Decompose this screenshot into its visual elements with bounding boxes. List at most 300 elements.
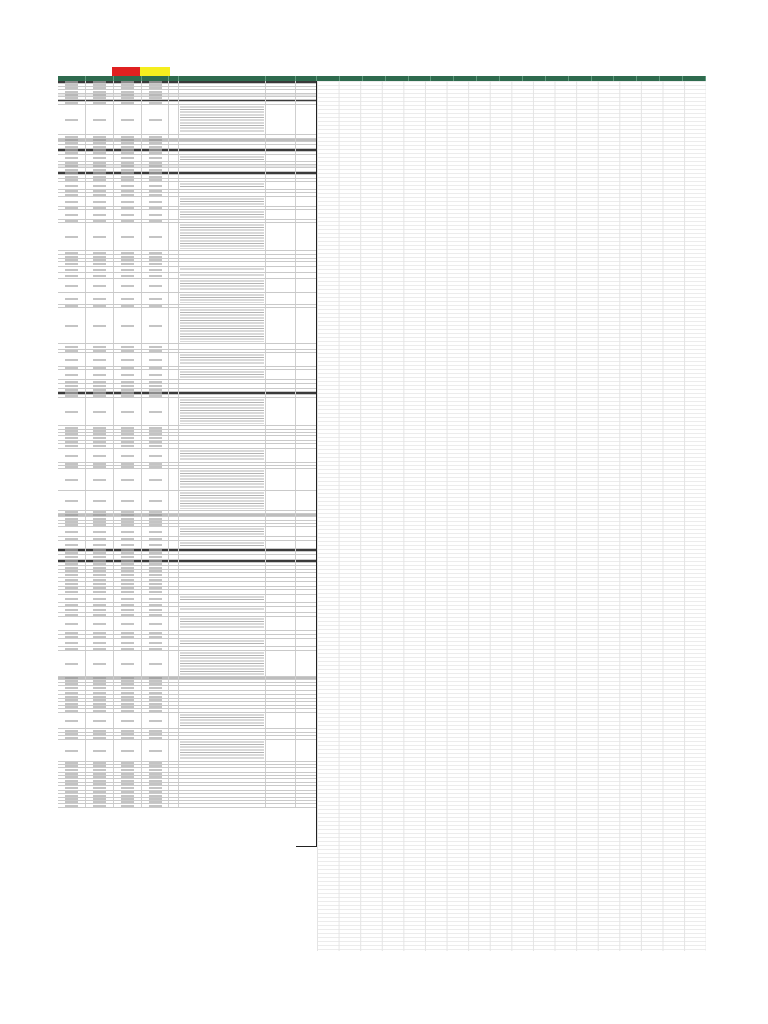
table-cell [179,699,266,701]
table-cell [86,105,114,134]
table-cell [58,102,86,104]
cell-text-line [65,446,79,447]
table-cell [114,582,142,586]
cell-text-line [149,777,162,778]
cell-text-line [121,260,135,261]
table-cell [179,578,266,581]
cell-text-line [93,512,107,513]
cell-text-line [121,442,135,443]
cell-text-line [121,221,135,222]
table-cell [169,786,179,790]
table-cell [114,798,142,800]
cell-text-line [93,214,107,215]
cell-text-line [121,191,135,192]
table-cell [266,695,296,698]
table-cell [266,259,296,261]
table-cell [266,549,296,551]
table-cell [266,517,296,520]
table-cell [169,768,179,772]
table-cell [179,398,266,425]
cell-text-line [65,169,79,170]
cell-text-line [65,88,79,89]
cell-text-line [93,614,107,615]
table-cell [179,537,266,540]
cell-text-line [93,564,107,565]
table-cell [58,97,86,99]
table-cell [266,430,296,432]
table-cell [86,651,114,676]
table-cell [114,555,142,559]
cell-text-line [65,544,79,545]
cell-text-block [180,608,264,611]
table-cell [266,162,296,164]
table-cell [179,786,266,790]
table-cell [114,779,142,782]
cell-text-line [65,98,79,99]
table-cell [58,647,86,650]
table-cell [114,773,142,775]
table-cell [142,353,169,366]
cell-text-line [65,306,79,307]
cell-text-line [93,684,107,685]
cell-text-line [65,707,79,708]
table-cell [58,105,86,134]
table-cell [179,94,266,96]
table-cell [86,491,114,510]
cell-text-line [93,236,107,237]
cell-text-line [121,734,135,735]
table-cell [179,220,266,222]
table-cell [142,779,169,782]
table-cell [142,570,169,572]
cell-text-line [93,678,107,679]
cell-text-line [65,780,79,781]
cell-text-line [93,648,107,649]
cell-text-line [149,143,162,144]
cell-text-line [149,592,162,593]
table-cell [169,94,179,96]
cell-text-line [65,359,79,360]
table-cell [114,94,142,96]
table-cell [142,740,169,761]
table-row [58,105,317,135]
table-cell [142,794,169,797]
table-cell [142,162,169,164]
table-cell [114,267,142,272]
cell-text-line [149,88,162,89]
table-cell [142,436,169,440]
table-cell [169,139,179,141]
table-cell [266,683,296,685]
table-cell [86,783,114,785]
table-cell [58,370,86,379]
table-cell [266,794,296,797]
table-cell [179,87,266,89]
cell-text-line [93,763,107,764]
cell-text-line [149,750,162,751]
cell-text-line [93,306,107,307]
cell-text-line [121,707,135,708]
cell-text-line [65,386,79,387]
table-cell [169,463,179,465]
table-cell [58,165,86,167]
cell-text-line [121,531,135,532]
table-cell [266,699,296,701]
table-cell [114,398,142,425]
cell-text-line [149,427,162,428]
header-cell [569,76,592,81]
table-cell [266,713,296,728]
table-cell [169,84,179,86]
table-cell [114,162,142,164]
table-row [58,223,317,251]
table-cell [266,686,296,690]
table-cell [142,729,169,732]
cell-text-line [93,103,107,104]
cell-text-line [121,173,135,174]
table-cell [266,436,296,440]
table-cell [58,168,86,171]
cell-text-line [121,609,135,610]
cell-text-line [149,264,162,265]
table-cell [142,165,169,167]
table-cell [114,262,142,266]
table-cell [86,344,114,349]
table-cell [179,97,266,99]
table-cell [266,449,296,462]
table-cell [266,135,296,138]
table-cell [114,521,142,523]
table-cell [142,709,169,712]
table-cell [169,695,179,698]
table-cell [58,713,86,728]
table-cell [179,680,266,682]
table-cell [114,702,142,705]
table-cell [58,444,86,448]
table-cell [114,587,142,589]
table-cell [86,175,114,178]
table-cell [114,639,142,646]
table-cell [179,90,266,93]
cell-text-line [121,777,135,778]
table-cell [142,595,169,602]
cell-text-line [93,700,107,701]
table-cell [266,223,296,250]
cell-text-line [149,684,162,685]
table-cell [142,430,169,432]
table-cell [179,255,266,258]
table-cell [114,613,142,616]
cell-text-line [65,85,79,86]
cell-text-line [65,763,79,764]
cell-text-line [93,194,107,195]
table-cell [266,293,296,304]
cell-text-line [149,455,162,456]
cell-text-line [93,584,107,585]
cell-text-line [65,176,79,177]
table-cell [169,517,179,520]
cell-text-line [121,642,135,643]
table-cell [86,197,114,206]
table-cell [114,635,142,638]
table-cell [266,182,296,189]
table-cell [114,537,142,540]
cell-text-line [93,525,107,526]
table-cell [86,798,114,800]
table-cell [266,527,296,536]
table-cell [266,804,296,807]
table-cell [142,155,169,161]
table-cell [179,651,266,676]
cell-text-line [65,82,79,83]
table-cell [114,527,142,536]
table-cell [266,798,296,800]
table-cell [142,762,169,764]
table-cell [86,389,114,391]
table-cell [86,699,114,701]
table-cell [179,262,266,266]
cell-text-line [149,567,162,568]
table-cell [169,392,179,394]
table-cell [86,740,114,761]
table-cell [114,680,142,682]
cell-text-line [121,700,135,701]
table-cell [169,651,179,676]
table-cell [169,142,179,144]
cell-text-line [121,269,135,270]
table-cell [142,449,169,462]
cell-text-line [93,642,107,643]
table-cell [58,801,86,803]
table-cell [169,182,179,189]
table-cell [86,255,114,258]
cell-text-line [65,588,79,589]
table-cell [58,631,86,634]
table-cell [58,537,86,540]
cell-text-line [65,681,79,682]
table-cell [86,210,114,219]
table-cell [114,308,142,343]
cell-text-line [121,571,135,572]
table-cell [266,651,296,676]
table-cell [58,87,86,89]
cell-text-line [149,103,162,104]
table-cell [169,273,179,278]
table-cell [114,695,142,698]
cell-text-line [93,623,107,624]
cell-text-line [65,684,79,685]
table-cell [266,733,296,735]
table-cell [142,469,169,490]
table-cell [114,686,142,690]
table-cell [179,524,266,526]
cell-text-line [149,180,162,181]
table-cell [179,541,266,548]
table-cell [58,639,86,646]
table-cell [169,541,179,548]
cell-text-line [93,522,107,523]
table-cell [114,768,142,772]
cell-text-line [121,720,135,721]
table-cell [142,193,169,196]
table-cell [142,255,169,258]
table-cell [169,179,179,181]
cell-text-line [93,538,107,539]
table-cell [114,100,142,101]
table-cell [142,81,169,83]
cell-text-line [93,180,107,181]
table-cell [179,469,266,490]
table-cell [169,175,179,178]
table-cell [169,706,179,708]
table-cell [114,566,142,569]
table-cell [179,197,266,206]
cell-text-line [93,770,107,771]
table-cell [266,94,296,96]
table-cell [169,255,179,258]
table-cell [179,733,266,735]
cell-text-line [93,136,107,137]
table-cell [58,426,86,429]
cell-text-line [93,173,107,174]
table-cell [114,647,142,650]
table-cell [86,511,114,513]
cell-text-line [93,346,107,347]
cell-text-line [65,792,79,793]
table-cell [169,389,179,391]
table-cell [179,768,266,772]
table-cell [58,259,86,261]
table-cell [114,436,142,440]
table-cell [142,635,169,638]
cell-text-line [121,500,135,501]
table-cell [58,776,86,778]
table-cell [169,436,179,440]
cell-text-line [93,730,107,731]
table-cell [58,514,86,516]
cell-text-line [121,567,135,568]
table-cell [142,90,169,93]
table-cell [169,262,179,266]
cell-text-line [65,737,79,738]
cell-text-line [149,434,162,435]
cell-text-line [121,351,135,352]
table-cell [266,631,296,634]
cell-text-line [149,150,162,151]
table-cell [266,441,296,443]
table-row [58,353,317,367]
header-cell [431,76,454,81]
table-cell [142,267,169,272]
table-cell [114,736,142,739]
cell-text-line [93,143,107,144]
table-cell [86,527,114,536]
table-cell [58,798,86,800]
cell-text-line [121,564,135,565]
table-cell [169,613,179,616]
table-cell [179,573,266,577]
table-cell [266,84,296,86]
cell-text-line [65,411,79,412]
table-row [58,197,317,207]
table-cell [114,165,142,167]
table-cell [86,370,114,379]
table-cell [114,175,142,178]
table-cell [169,524,179,526]
cell-text-line [93,588,107,589]
table-cell [114,145,142,148]
table-cell [86,100,114,101]
table-cell [142,105,169,134]
empty-grid-columns [317,81,706,951]
table-cell [86,541,114,548]
cell-text-line [65,153,79,154]
table-cell [142,639,169,646]
table-cell [179,762,266,764]
table-cell [86,765,114,767]
table-cell [58,449,86,462]
table-cell [114,255,142,258]
table-cell [142,367,169,369]
table-cell [86,97,114,99]
cell-text-line [93,575,107,576]
table-cell [266,801,296,803]
table-cell [179,370,266,379]
cell-text-line [93,381,107,382]
cell-text-line [149,632,162,633]
cell-text-line [121,730,135,731]
table-cell [266,677,296,679]
cell-text-line [93,208,107,209]
table-cell [114,524,142,526]
table-cell [169,207,179,209]
table-cell [142,773,169,775]
table-cell [86,706,114,708]
cell-text-line [93,467,107,468]
table-cell [179,560,266,562]
table-cell [266,691,296,694]
table-cell [142,791,169,793]
table-cell [114,801,142,803]
table-cell [142,384,169,388]
cell-text-line [149,98,162,99]
cell-text-line [149,642,162,643]
cell-text-line [65,173,79,174]
cell-text-line [121,158,135,159]
cell-text-line [65,692,79,693]
table-cell [266,607,296,612]
table-cell [266,197,296,206]
cell-text-line [149,176,162,177]
cell-text-line [149,393,162,394]
cell-text-line [93,275,107,276]
table-cell [86,702,114,705]
cell-text-line [65,784,79,785]
cell-text-line [149,346,162,347]
table-cell [169,686,179,690]
table-cell [266,380,296,383]
cell-text-line [149,411,162,412]
table-cell [142,801,169,803]
cell-text-line [93,515,107,516]
table-cell [142,683,169,685]
cell-text-line [121,143,135,144]
cell-text-line [121,710,135,711]
cell-text-line [93,795,107,796]
table-row [58,370,317,380]
cell-text-line [65,525,79,526]
cell-text-line [149,737,162,738]
